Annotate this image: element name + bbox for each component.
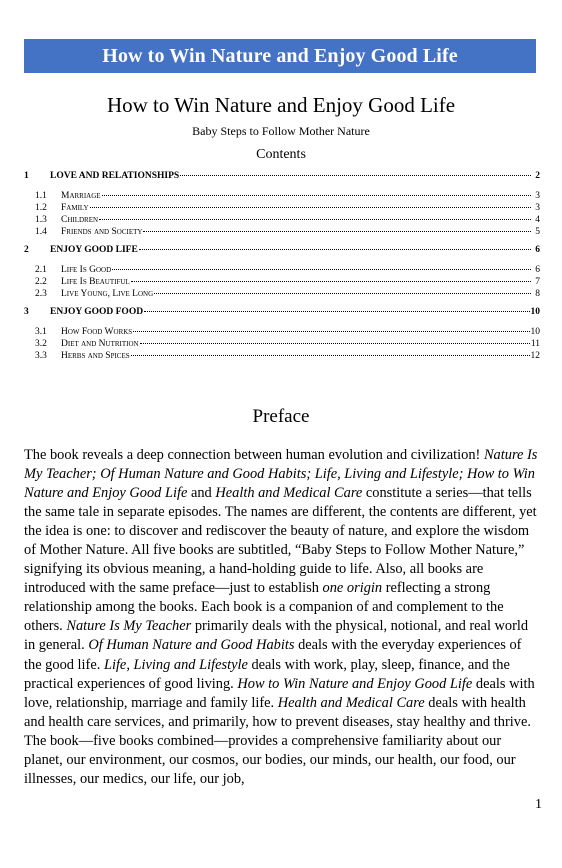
- toc-entry-label: ENJOY GOOD FOOD: [50, 307, 144, 317]
- toc-entry-number: 2.3: [35, 289, 47, 299]
- toc-section-entry[interactable]: [24, 306, 540, 319]
- toc-subsection-entry[interactable]: [24, 326, 540, 338]
- toc-dot-leader: [180, 175, 531, 176]
- preface-text: The book reveals a deep connection between human evolution and civilization!: [24, 447, 484, 463]
- preface-italic-title: Nature Is My Teacher: [66, 618, 192, 635]
- title-banner: [24, 39, 536, 73]
- toc-entry-label: How Food Works: [61, 327, 133, 337]
- preface-italic-title: Nature Is My Teacher; Of Human Nature and Good Habits; Life, Living and Lifestyle; How to Win Nature and Enjoy Good Life: [24, 447, 538, 502]
- toc-entry-number: 1.2: [35, 203, 47, 213]
- toc-entry-label: Live Young, Live Long: [61, 289, 154, 299]
- preface-text: deals with love, relationship, marriage and family life.: [24, 675, 535, 711]
- toc-entry-number: 2.1: [35, 265, 47, 275]
- banner-title: How to Win Nature and Enjoy Good Life: [102, 44, 458, 67]
- toc-dot-leader: [99, 219, 531, 220]
- toc-dot-leader: [144, 311, 529, 312]
- toc-entry-page: 3: [535, 203, 540, 213]
- toc-entry-page: 11: [530, 339, 540, 349]
- toc-entry-label: LOVE AND RELATIONSHIPS: [50, 171, 180, 181]
- toc-entry-number: 1: [24, 171, 29, 181]
- toc-entry-number: 3.1: [35, 327, 47, 337]
- toc-subsection-entry[interactable]: [24, 338, 540, 350]
- toc-entry-number: 2: [24, 245, 29, 255]
- preface-text: deals with health and health care services, and primarily, how to prevent diseases, stay healthy and thrive. The book—five books combined—provides a comprehensive familiarity about our planet, our environment, our cosmos, our bodies, our minds, our health, our food, our illnesses, our medics, our life, our job,: [24, 694, 531, 787]
- toc-subsection-entry[interactable]: [24, 288, 540, 300]
- preface-italic-title: How to Win Nature and Enjoy Good Life: [237, 675, 473, 692]
- toc-entry-page: 7: [535, 277, 540, 287]
- toc-entry-label: Children: [61, 215, 99, 225]
- toc-dot-leader: [102, 195, 531, 196]
- toc-entry-label: Herbs and Spices: [61, 351, 130, 361]
- toc-subsection-entry[interactable]: [24, 350, 540, 362]
- preface-italic-title: Health and Medical Care: [277, 694, 425, 711]
- toc-dot-leader: [140, 343, 530, 344]
- toc-entry-label: Friends and Society: [61, 227, 143, 237]
- toc-section-entry[interactable]: [24, 244, 540, 257]
- contents-heading: Contents: [256, 147, 306, 162]
- toc-entry-page: 12: [530, 351, 540, 361]
- toc-subsection-entry[interactable]: [24, 214, 540, 226]
- toc-entry-page: 6: [535, 245, 540, 255]
- preface-italic-title: one origin: [322, 580, 383, 597]
- preface-text: deals with the everyday experiences of the good life.: [24, 637, 522, 673]
- toc-entry-page: 2: [535, 171, 540, 181]
- toc-entry-number: 3.3: [35, 351, 47, 361]
- toc-section-entry[interactable]: [24, 170, 540, 183]
- toc-entry-page: 8: [535, 289, 540, 299]
- toc-entry-page: 5: [535, 227, 540, 237]
- toc-subsection-entry[interactable]: [24, 276, 540, 288]
- preface-text: and: [187, 485, 216, 502]
- toc-dot-leader: [131, 281, 531, 282]
- toc-subsection-entry[interactable]: [24, 190, 540, 202]
- toc-entry-label: Diet and Nutrition: [61, 339, 139, 349]
- toc-entry-number: 3.2: [35, 339, 47, 349]
- toc-entry-page: 3: [535, 191, 540, 201]
- table-of-contents: [24, 170, 540, 362]
- toc-entry-label: Marriage: [61, 191, 101, 201]
- toc-dot-leader: [131, 355, 530, 356]
- preface-body: [24, 446, 540, 789]
- toc-entry-label: Life Is Good: [61, 265, 112, 275]
- toc-entry-label: Family: [61, 203, 89, 213]
- toc-entry-label: ENJOY GOOD LIFE: [50, 245, 138, 255]
- toc-subsection-entry[interactable]: [24, 226, 540, 238]
- document-subtitle: Baby Steps to Follow Mother Nature: [192, 124, 370, 138]
- preface-italic-title: Health and Medical Care: [215, 485, 363, 502]
- toc-dot-leader: [112, 269, 531, 270]
- toc-entry-number: 2.2: [35, 277, 47, 287]
- toc-dot-leader: [90, 207, 531, 208]
- toc-entry-label: Life Is Beautiful: [61, 277, 130, 287]
- toc-dot-leader: [143, 231, 531, 232]
- preface-italic-title: Of Human Nature and Good Habits: [88, 637, 295, 654]
- toc-subsection-entry[interactable]: [24, 202, 540, 214]
- toc-dot-leader: [133, 331, 529, 332]
- toc-entry-page: 10: [530, 307, 540, 317]
- toc-entry-number: 3: [24, 307, 29, 317]
- preface-heading: Preface: [252, 406, 310, 427]
- toc-entry-page: 6: [535, 265, 540, 275]
- preface-text: reflecting a strong relationship among the books. Each book is a companion of and complement to the others.: [24, 580, 504, 635]
- toc-entry-number: 1.4: [35, 227, 47, 237]
- toc-entry-number: 1.1: [35, 191, 47, 201]
- page-number: 1: [535, 797, 542, 812]
- toc-entry-number: 1.3: [35, 215, 47, 225]
- toc-dot-leader: [154, 293, 531, 294]
- toc-entry-page: 10: [530, 327, 540, 337]
- preface-italic-title: Life, Living and Lifestyle: [103, 656, 248, 673]
- preface-text: primarily deals with the physical, notional, and real world in general.: [24, 618, 529, 654]
- document-title: How to Win Nature and Enjoy Good Life: [106, 93, 456, 117]
- toc-subsection-entry[interactable]: [24, 264, 540, 276]
- toc-entry-page: 4: [535, 215, 540, 225]
- preface-text: deals with work, play, sleep, finance, and the practical experiences of good living.: [24, 656, 510, 692]
- preface-text: constitute a series—that tells the same tale in separate episodes. The names are different, the contents are different, yet the idea is one: to discover and rediscover the beauty of nature, and explore the wisdom of Mother Nature. All five books are subtitled, “Baby Steps to Follow Mother Nature,” signifying its obvious meaning, a hand-holding guide to life. Also, all books are introduced with the same preface—just to establish: [24, 485, 537, 597]
- toc-dot-leader: [139, 249, 531, 250]
